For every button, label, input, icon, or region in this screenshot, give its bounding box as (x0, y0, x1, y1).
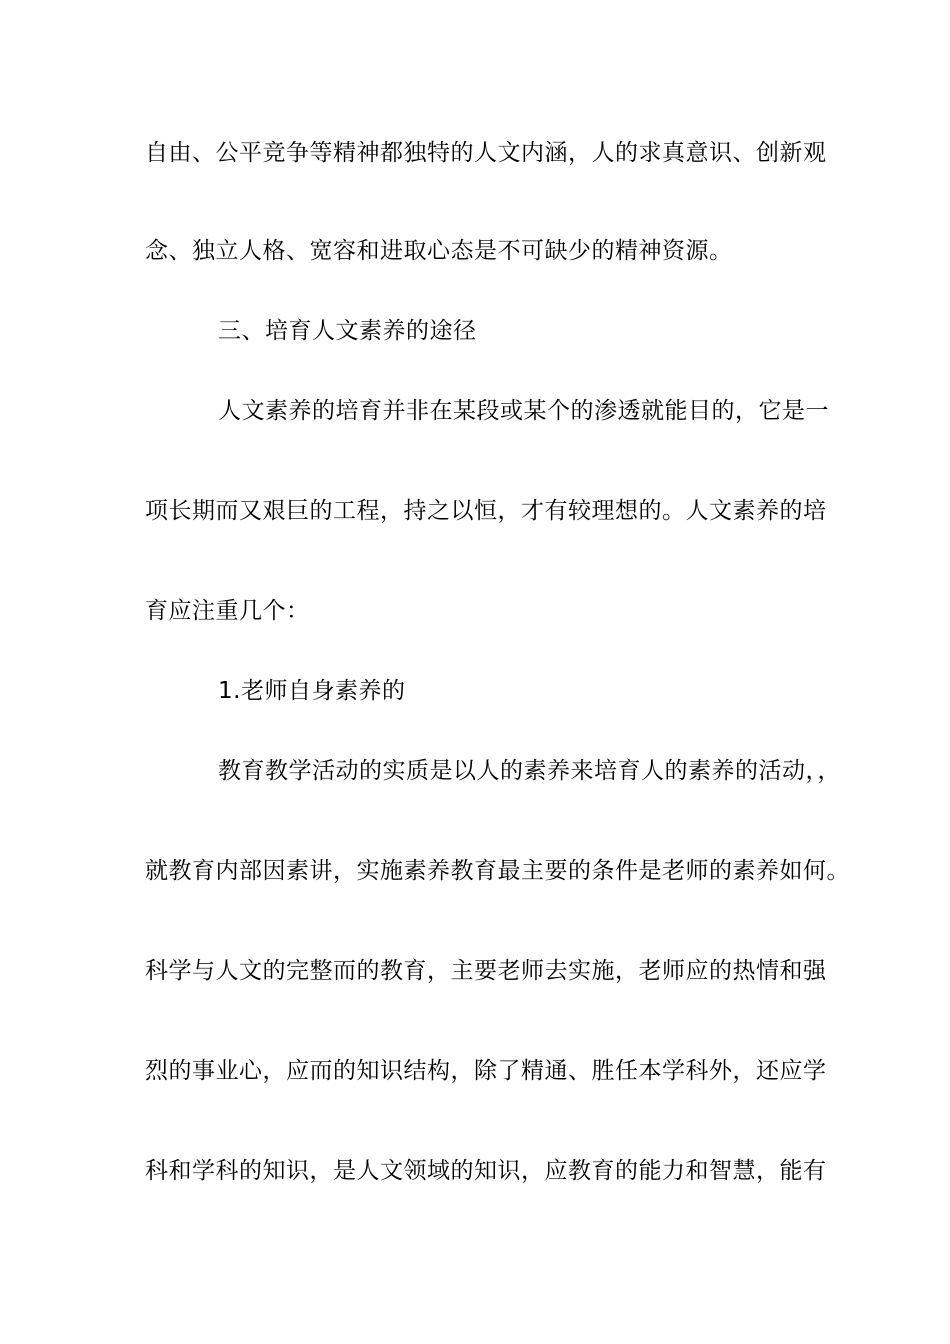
paragraph-line: 自由、公平竞争等精神都独特的人文内涵，人的求真意识、创新观 (145, 140, 827, 166)
paragraph-line: 人文素养的培育并非在某段或某个的渗透就能目的，它是一 (218, 398, 829, 424)
paragraph-line: 科学与人文的完整而的教育，主要老师去实施，老师应的热情和强 (145, 958, 827, 984)
paragraph-line: 育应注重几个： (145, 598, 310, 624)
paragraph-line: 科和学科的知识，是人文领域的知识，应教育的能力和智慧，能有 (145, 1158, 827, 1184)
paragraph-line: 念、独立人格、宽容和进取心态是不可缺少的精神资源。 (145, 238, 733, 264)
subsection-heading: 1.老师自身素养的 (218, 678, 406, 704)
paragraph-line: 教育教学活动的实质是以人的素养来培育人的素养的活动，， (218, 758, 841, 784)
paragraph-line: 烈的事业心，应而的知识结构，除了精通、胜任本学科外，还应学 (145, 1058, 827, 1084)
section-heading: 三、培育人文素养的途径 (218, 318, 477, 344)
paragraph-line: 项长期而又艰巨的工程，持之以恒，才有较理想的。人文素养的培 (145, 498, 827, 524)
paragraph-line: 就教育内部因素讲，实施素养教育最主要的条件是老师的素养如何。 (145, 858, 850, 884)
